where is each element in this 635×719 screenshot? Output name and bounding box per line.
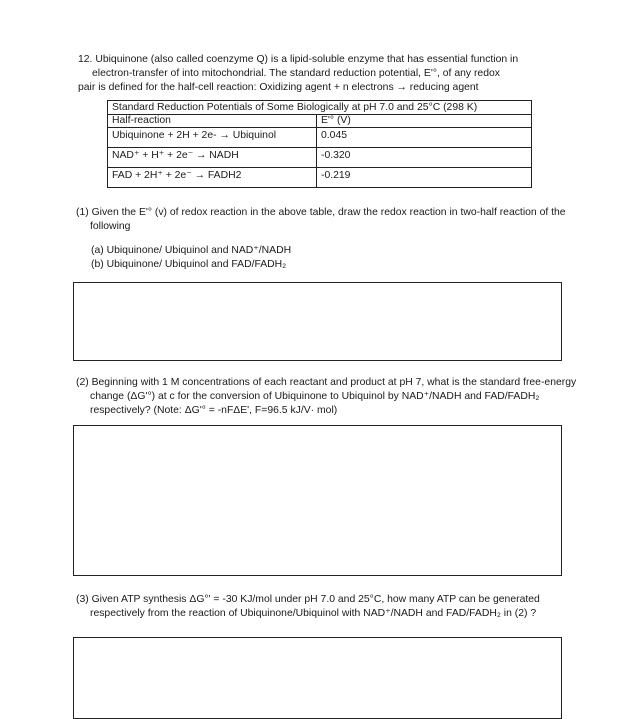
potential-cell: -0.320 — [317, 148, 532, 168]
question-12-intro — [78, 53, 592, 95]
question-1a: (a) Ubiquinone/ Ubiquinol and NAD⁺/NADH — [91, 245, 292, 256]
question-1-text: (1) Given the E'° (v) of redox reaction in the above table, draw the redox reaction in two-half reaction of the following — [76, 207, 566, 232]
table-row — [108, 168, 532, 188]
table-title: Standard Reduction Potentials of Some Biologically at pH 7.0 and 25°C (298 K) — [108, 101, 532, 115]
header-half-reaction: Half-reaction — [108, 115, 317, 128]
q12-line-2: electron-transfer of into mitochondrial. The standard reduction potential, E'°, of any redox — [92, 68, 500, 79]
answer-box-2[interactable] — [73, 425, 562, 576]
header-e-potential: E'° (V) — [317, 115, 532, 128]
reduction-potentials-table — [107, 100, 532, 188]
potential-cell: 0.045 — [317, 128, 532, 148]
reaction-cell: NAD⁺ + H⁺ + 2e⁻ → NADH — [108, 148, 317, 168]
question-2-text: (2) Beginning with 1 M concentrations of each reactant and product at pH 7, what is the standard free-energy change (ΔG'°) at c for the conversion of Ubiquinone to Ubiquinol by NAD⁺/NADH and FAD/FADH₂ respectively? (Note: ΔG'° = -nFΔE', F=96.5 kJ/V· mol) — [76, 377, 577, 416]
answer-box-3[interactable] — [73, 637, 562, 719]
question-1b: (b) Ubiquinone/ Ubiquinol and FAD/FADH₂ — [91, 259, 287, 270]
q12-line-3: pair is defined for the half-cell reaction: Oxidizing agent + n electrons → reducing agent — [78, 82, 479, 93]
answer-box-1[interactable] — [73, 282, 562, 361]
question-3-text: (3) Given ATP synthesis ΔG°' = -30 KJ/mol under pH 7.0 and 25°C, how many ATP can be generated respectively from the reaction of Ubiquinone/Ubiquinol with NAD⁺/NADH and FAD/FADH₂ in (2) ? — [76, 594, 540, 619]
reaction-cell: FAD + 2H⁺ + 2e⁻ → FADH2 — [108, 168, 317, 188]
potential-cell: -0.219 — [317, 168, 532, 188]
table-row — [108, 148, 532, 168]
reaction-cell: Ubiquinone + 2H + 2e- → Ubiquinol — [108, 128, 317, 148]
table-row — [108, 128, 532, 148]
q12-line-1: 12. Ubiquinone (also called coenzyme Q) is a lipid-soluble enzyme that has essential function in — [78, 54, 519, 65]
